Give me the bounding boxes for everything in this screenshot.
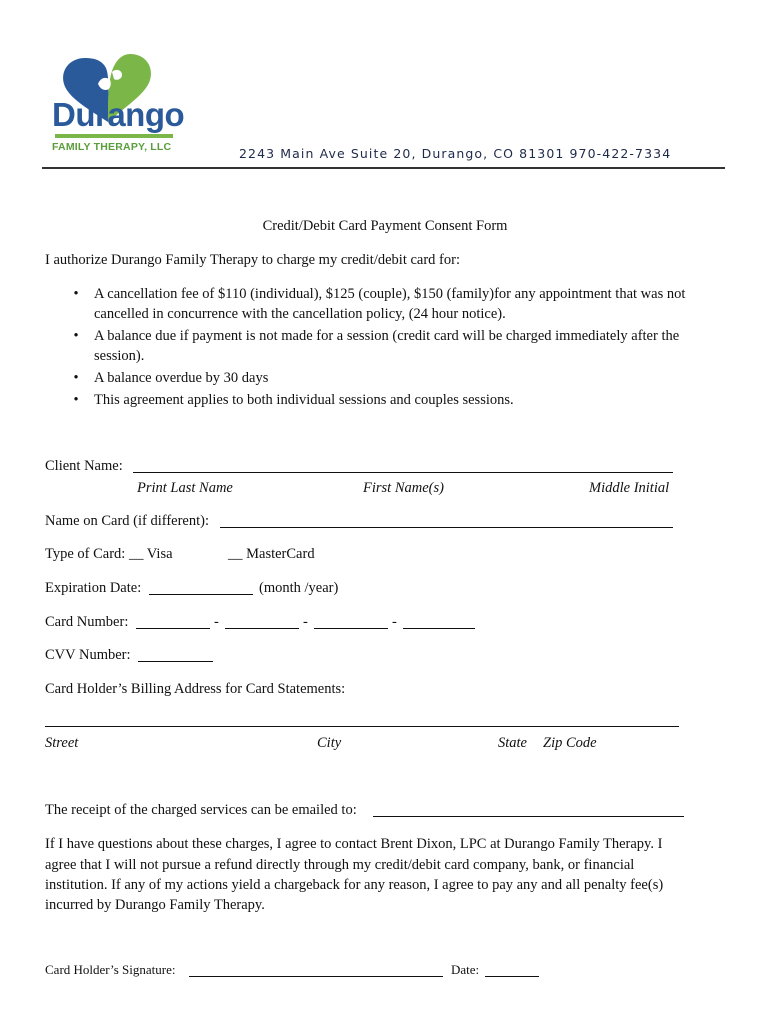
- logo-wordmark: Durango: [52, 96, 185, 133]
- type-of-card-visa[interactable]: Type of Card: __ Visa: [45, 546, 173, 562]
- zip-code-label: Zip Code: [543, 735, 597, 751]
- receipt-email-label: The receipt of the charged services can be emailed to:: [45, 802, 357, 818]
- middle-initial-label: Middle Initial: [589, 480, 670, 496]
- date-label: Date:: [451, 962, 480, 977]
- cvv-field[interactable]: [138, 647, 213, 662]
- logo-subtitle: FAMILY THERAPY, LLC: [52, 141, 172, 153]
- form-title: Credit/Debit Card Payment Consent Form: [262, 218, 508, 234]
- city-label: City: [317, 735, 342, 751]
- agreement-line: incurred by Durango Family Therapy.: [45, 897, 265, 913]
- type-of-card-mastercard[interactable]: __ MasterCard: [228, 546, 315, 562]
- card-number-separator: -: [303, 614, 308, 630]
- receipt-email-field[interactable]: [373, 802, 684, 817]
- signature-field[interactable]: [189, 962, 443, 977]
- cvv-label: CVV Number:: [45, 647, 131, 663]
- agreement-line: agree that I will not pursue a refund directly through my credit/debit card company, bank, or financial: [45, 857, 635, 873]
- header-address: 2243 Main Ave Suite 20, Durango, CO 81301 970-422-7334: [239, 146, 672, 161]
- expiration-label: Expiration Date:: [45, 580, 142, 596]
- header-divider: [42, 167, 725, 169]
- print-last-name-label: Print Last Name: [137, 480, 233, 496]
- client-name-label: Client Name:: [45, 458, 123, 474]
- card-number-group-1[interactable]: [136, 614, 210, 629]
- name-on-card-field[interactable]: [220, 513, 673, 528]
- agreement-line: institution. If any of my actions yield a chargeback for any reason, I agree to pay any and all penalty fee(s): [45, 877, 664, 893]
- street-label: Street: [45, 735, 79, 751]
- expiration-hint: (month /year): [259, 580, 339, 596]
- bullet-icon: •: [73, 328, 79, 344]
- expiration-field[interactable]: [149, 580, 253, 595]
- logo-green-bar: [55, 134, 173, 138]
- card-number-separator: -: [214, 614, 219, 630]
- client-name-field[interactable]: [133, 458, 673, 473]
- first-name-label: First Name(s): [363, 480, 444, 496]
- bullet-icon: •: [73, 392, 79, 408]
- bullet-icon: •: [73, 286, 79, 302]
- card-number-group-2[interactable]: [225, 614, 299, 629]
- intro-text: I authorize Durango Family Therapy to charge my credit/debit card for:: [45, 252, 460, 268]
- agreement-line: If I have questions about these charges, I agree to contact Brent Dixon, LPC at Durango Family Therapy. I: [45, 836, 663, 852]
- state-label: State: [498, 735, 527, 751]
- billing-address-label: Card Holder’s Billing Address for Card Statements:: [45, 681, 346, 697]
- card-number-group-3[interactable]: [314, 614, 388, 629]
- date-field[interactable]: [485, 962, 539, 977]
- card-number-group-4[interactable]: [403, 614, 475, 629]
- card-number-separator: -: [392, 614, 397, 630]
- card-number-label: Card Number:: [45, 614, 129, 630]
- bullet-icon: •: [73, 370, 79, 386]
- name-on-card-label: Name on Card (if different):: [45, 513, 210, 529]
- billing-address-field[interactable]: [45, 712, 679, 727]
- signature-label: Card Holder’s Signature:: [45, 962, 176, 977]
